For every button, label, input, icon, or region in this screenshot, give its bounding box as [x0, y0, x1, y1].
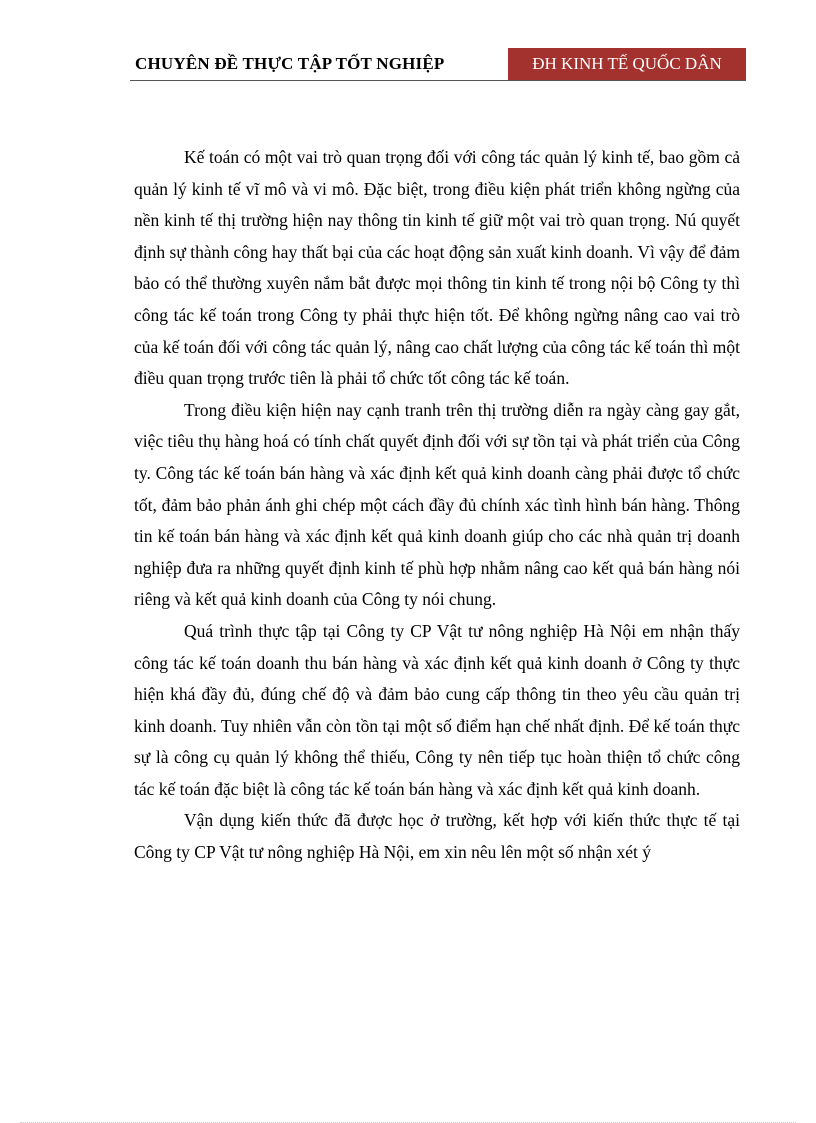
- paragraph-1: Kế toán có một vai trò quan trọng đối với công tác quản lý kinh tế, bao gồm cả quản lý kinh tế vĩ mô và vi mô. Đặc biệt, trong điều kiện phát triển không ngừng của nền kinh tế thị trường hiện nay thông tin kinh tế giữ một vai trò quan trọng. Nú quyết định sự thành công hay thất bại của các hoạt động sản xuất kinh doanh. Vì vậy để đảm bảo có thể thường xuyên nắm bắt được mọi thông tin kinh tế trong nội bộ Công ty thì công tác kế toán trong Công ty phải thực hiện tốt. Để không ngừng nâng cao vai trò của kế toán đối với công tác quản lý, nâng cao chất lượng của công tác kế toán thì một điều quan trọng trước tiên là phải tổ chức tốt công tác kế toán.: [134, 147, 740, 389]
- header-divider: [130, 80, 746, 81]
- body-text: [134, 142, 740, 869]
- paragraph-4: Vận dụng kiến thức đã được học ở trường, kết hợp với kiến thức thực tế tại Công ty CP Vật tư nông nghiệp Hà Nội, em xin nêu lên một số nhận xét ý: [134, 810, 740, 863]
- report-title: CHUYÊN ĐỀ THỰC TẬP TỐT NGHIỆP: [135, 54, 445, 73]
- paragraph-2: Trong điều kiện hiện nay cạnh tranh trên thị trường diễn ra ngày càng gay gắt, việc tiêu thụ hàng hoá có tính chất quyết định đối với sự tồn tại và phát triển của Công ty. Công tác kế toán bán hàng và xác định kết quả kinh doanh càng phải được tổ chức tốt, đảm bảo phản ánh ghi chép một cách đầy đủ chính xác tình hình bán hàng. Thông tin kế toán bán hàng và xác định kết quả kinh doanh giúp cho các nhà quản trị doanh nghiệp đưa ra những quyết định kinh tế phù hợp nhằm nâng cao kết quả bán hàng nói riêng và kết quả kinh doanh của Công ty nói chung.: [134, 399, 740, 610]
- paragraph-3: Quá trình thực tập tại Công ty CP Vật tư nông nghiệp Hà Nội em nhận thấy công tác kế toán doanh thu bán hàng và xác định kết quả kinh doanh ở Công ty thực hiện khá đầy đủ, đúng chế độ và đảm bảo cung cấp thông tin theo yêu cầu quản trị kinh doanh. Tuy nhiên vẫn còn tồn tại một số điểm hạn chế nhất định. Để kế toán thực sự là công cụ quản lý không thể thiếu, Công ty nên tiếp tục hoàn thiện tổ chức công tác kế toán đặc biệt là công tác kế toán bán hàng và xác định kết quả kinh doanh.: [134, 620, 740, 799]
- university-badge: ĐH KINH TẾ QUỐC DÂN: [508, 48, 746, 80]
- page-header: [130, 48, 746, 80]
